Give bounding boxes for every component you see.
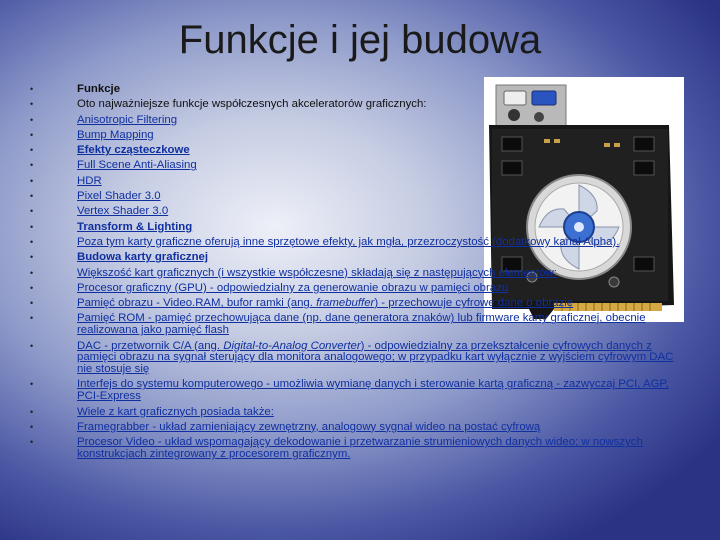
bullet-item (30, 222, 690, 234)
bullet-list (30, 84, 690, 464)
bullet-link[interactable]: Wiele z kart graficznych posiada także: (77, 405, 274, 418)
bullet-item (30, 252, 690, 264)
bullet-item (30, 298, 690, 310)
bullet-text-part[interactable]: framebuffer (316, 297, 375, 310)
bullet-text-part[interactable]: Poza tym karty graficzne oferują inne sprzętowe efekty, jak mgła, (77, 235, 405, 248)
bullet-item (30, 115, 690, 127)
bullet-link[interactable]: Vertex Shader 3.0 (77, 205, 169, 218)
bullet-item (30, 379, 690, 403)
bullet-text-part[interactable]: ) - przechowuje cyfrowe dane o obrazie (374, 297, 574, 310)
bullet-link[interactable]: Framegrabber - układ zamieniający zewnętrzny, analogowy sygnał wideo na postać cyfrową (77, 420, 541, 433)
bullet-item (30, 313, 690, 337)
bullet-link[interactable]: Interfejs do systemu komputerowego - umożliwia wymianę danych i sterowanie kartą graficzną - zazwyczaj PCI, AGP, PCI-Express (77, 378, 669, 403)
bullet-text-part[interactable]: przezroczystość (dodatkowy kanał Alpha). (404, 235, 620, 248)
bullet-link[interactable]: Procesor Video - układ wspomagający dekodowanie i przetwarzanie strumieniowych danych wideo; w nowszych konstrukcjach zintegrowany z procesorem graficznym. (77, 436, 643, 460)
bullet-item (30, 191, 690, 203)
bullet-item (30, 145, 690, 157)
bullet-item (30, 160, 690, 172)
bullet-link[interactable]: HDR (77, 174, 102, 187)
bullet-link[interactable]: Full Scene Anti-Aliasing (77, 159, 197, 172)
bullet-item (30, 176, 690, 188)
section-heading: Funkcje (77, 83, 121, 95)
bullet-item (30, 84, 690, 96)
bullet-link[interactable]: Bump Mapping (77, 128, 154, 141)
bullet-text-part[interactable]: ) - odpowiedzialny za przekształcenie cyfrowych danych z pamięci obrazu na sygnał sterujący dla monitora analogowego; w przypadku kart wyłącznie z wyjściem cyfrowym DAC nie stosuje się (77, 339, 674, 376)
bullet-text-part[interactable]: Pamięć obrazu - Video.RAM, bufor ramki (ang. (77, 297, 317, 310)
bullet-item (30, 407, 690, 419)
bullet-item (30, 422, 690, 434)
bullet-link[interactable]: Pixel Shader 3.0 (77, 190, 161, 203)
bullet-text-part[interactable]: DAC - przetwornik C/A (ang. (77, 339, 224, 352)
bullet-text-part[interactable]: Digital-to-Analog Converter (223, 339, 361, 352)
bullet-link[interactable]: Anisotropic Filtering (77, 113, 178, 126)
bullet-link[interactable]: Procesor graficzny (GPU) - odpowiedzialny za generowanie obrazu w pamięci obrazu (77, 281, 509, 294)
bullet-link[interactable]: Transform & Lighting (77, 220, 193, 233)
bullet-item (30, 206, 690, 218)
bullet-item (30, 237, 690, 249)
bullet-item (30, 283, 690, 295)
bullet-link[interactable]: Efekty cząsteczkowe (77, 144, 190, 157)
bullet-text: Oto najważniejsze funkcje współczesnych akceleratorów graficznych: (77, 98, 427, 111)
bullet-item (30, 437, 690, 461)
bullet-item (30, 130, 690, 142)
bullet-link[interactable]: Budowa karty graficznej (77, 251, 209, 264)
bullet-link[interactable]: Większość kart graficznych (i wszystkie współczesne) składają się z następujących elementów: (77, 266, 557, 279)
slide-title: Funkcje i jej budowa (178, 18, 542, 62)
bullet-item (30, 99, 690, 111)
bullet-item (30, 268, 690, 280)
bullet-item (30, 341, 690, 376)
bullet-link[interactable]: Pamięć ROM - pamięć przechowująca dane (np. dane generatora znaków) lub firmware karty graficznej, obecnie realizowana jako pamięć flash (77, 312, 646, 337)
